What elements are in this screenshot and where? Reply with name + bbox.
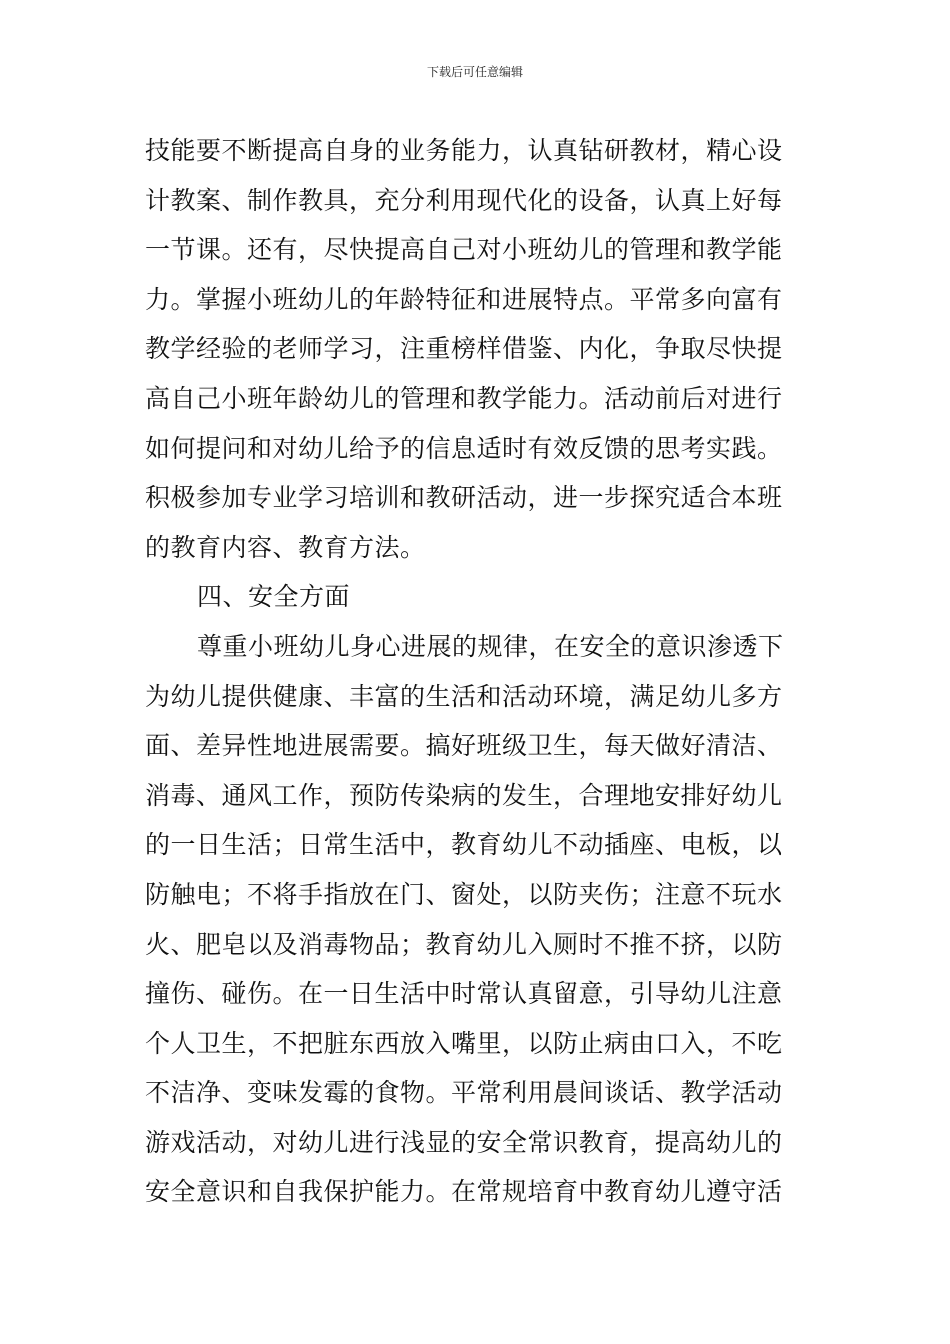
text-line: 计教案、制作教具，充分利用现代化的设备，认真上好每: [145, 185, 783, 215]
text-line: 游戏活动，对幼儿进行浅显的安全常识教育，提高幼儿的: [145, 1127, 783, 1157]
text-line: 面、差异性地进展需要。搞好班级卫生，每天做好清洁、: [145, 731, 783, 761]
text-line: 为幼儿提供健康、丰富的生活和活动环境，满足幼儿多方: [145, 681, 783, 711]
text-line: 一节课。还有，尽快提高自己对小班幼儿的管理和教学能: [145, 235, 783, 265]
text-line: 的一日生活；日常生活中，教育幼儿不动插座、电板，以: [145, 830, 783, 860]
text-line: 力。掌握小班幼儿的年龄特征和进展特点。平常多向富有: [145, 284, 783, 314]
section-heading: 四、安全方面: [197, 582, 351, 612]
text-line: 个人卫生，不把脏东西放入嘴里，以防止病由口入，不吃: [145, 1028, 783, 1058]
text-line: 的教育内容、教育方法。: [145, 532, 426, 562]
document-body: [145, 126, 810, 1217]
text-line: 火、肥皂以及消毒物品；教育幼儿入厕时不推不挤，以防: [145, 929, 783, 959]
page-header: 下载后可任意编辑: [426, 65, 523, 79]
text-line: 教学经验的老师学习，注重榜样借鉴、内化，争取尽快提: [145, 334, 783, 364]
text-line: 技能要不断提高自身的业务能力，认真钻研教材，精心设: [145, 136, 783, 165]
text-line: 撞伤、碰伤。在一日生活中时常认真留意，引导幼儿注意: [145, 979, 783, 1009]
text-line: 安全意识和自我保护能力。在常规培育中教育幼儿遵守活: [145, 1177, 783, 1207]
text-line: 高自己小班年龄幼儿的管理和教学能力。活动前后对进行: [145, 383, 783, 413]
text-line: 如何提问和对幼儿给予的信息适时有效反馈的思考实践。: [145, 433, 783, 463]
paragraph-first-line: 尊重小班幼儿身心进展的规律，在安全的意识渗透下: [197, 631, 784, 661]
text-line: 不洁净、变味发霉的食物。平常利用晨间谈话、教学活动: [145, 1078, 783, 1108]
text-line: 积极参加专业学习培训和教研活动，进一步探究适合本班: [145, 483, 783, 513]
text-line: 防触电；不将手指放在门、窗处，以防夹伤；注意不玩水: [145, 879, 783, 909]
text-line: 消毒、通风工作，预防传染病的发生，合理地安排好幼儿: [145, 780, 783, 810]
